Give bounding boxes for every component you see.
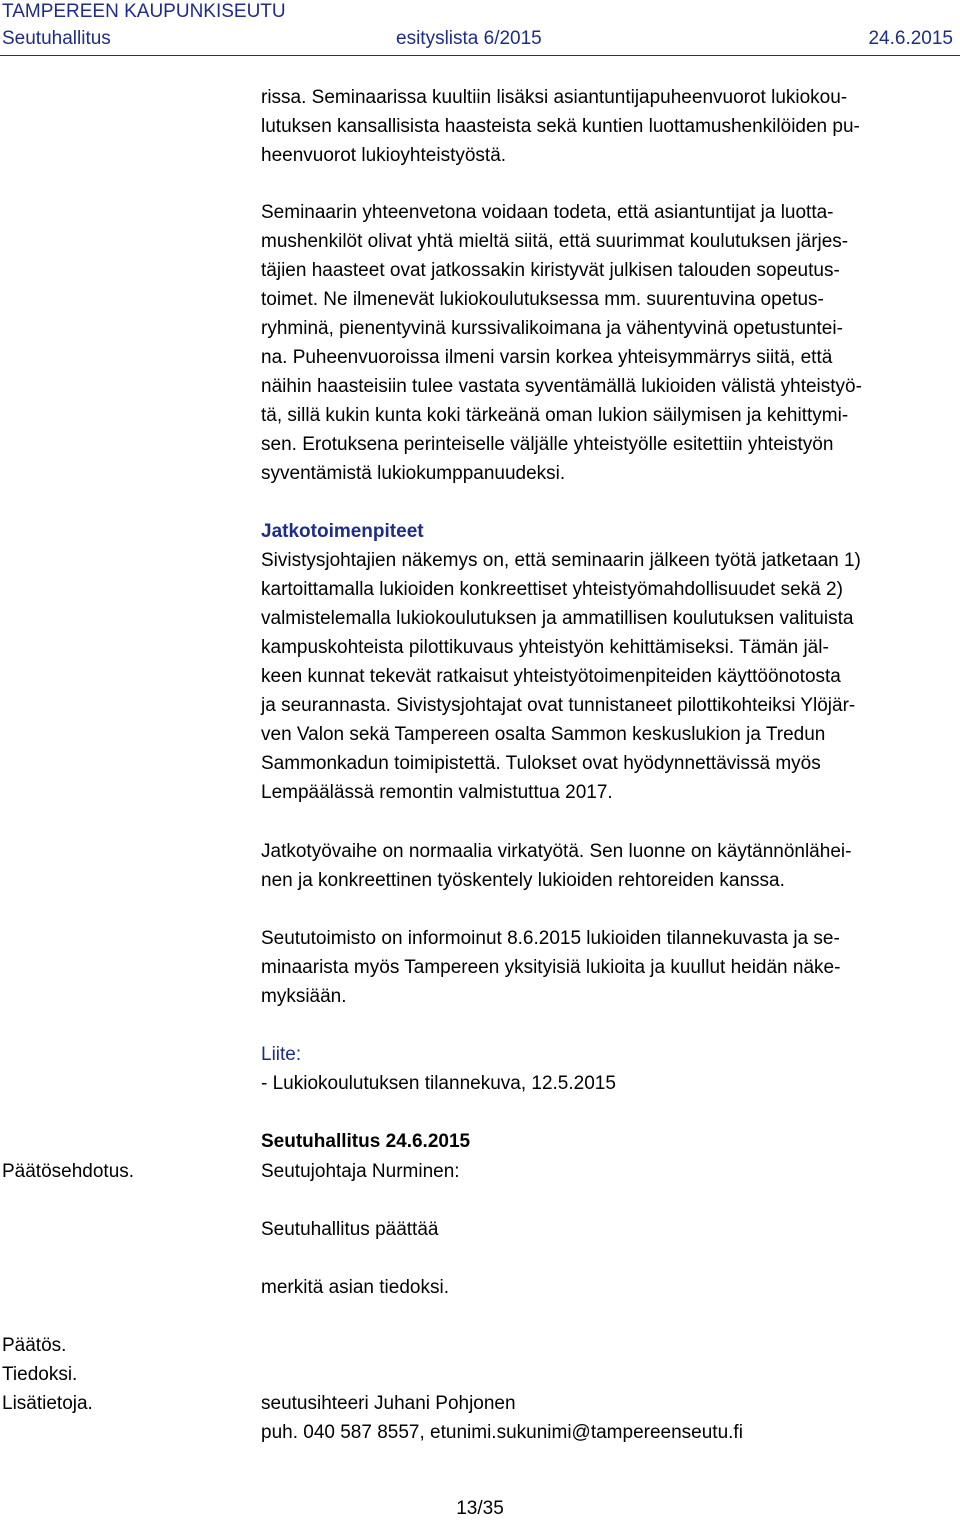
proposal-label: Päätösehdotus. [2,1161,135,1182]
decision-label: Päätös. [2,1335,67,1356]
page-number: 13/35 [456,1498,504,1519]
presenter: Seutujohtaja Nurminen: [261,1161,460,1182]
proposal-line-2: merkitä asian tiedoksi. [261,1277,449,1298]
info-label: Tiedoksi. [2,1364,78,1385]
paragraph-2: Seminaarin yhteenvetona voidaan todeta, että asiantuntijat ja luotta- mushenkilöt olivat yhtä mieltä siitä, että suurimmat koulutuksen järjes- täjien haasteet ovat jatkossakin kiristyvät julkisen talouden sopeutus- toimet. Ne ilmenevät lukiokoulutuksessa mm. suurentuvina opetus- ryhminä, pienentyvinä kurssivalikoimana ja vähentyvinä opetustuntei- na. Puheenvuoroissa ilmeni varsin korkea yhteisymmärrys siitä, että näihin haasteisiin tulee vastata syventämällä lukioiden välistä yhteistyö- tä, sillä kukin kunta koki tärkeänä oman lukion säilymisen ja kehittymi- sen. Erotuksena perinteiselle väljälle yhteistyölle esitettiin yhteistyön syventämistä lukiokumppanuudeksi. [261,202,862,484]
meeting-title: Seutuhallitus 24.6.2015 [261,1131,471,1152]
paragraph-5: Seututoimisto on informoinut 8.6.2015 lukioiden tilannekuvasta ja se- minaarista myös Tampereen yksityisiä lukioita ja kuullut heidän näke- myksiään. [261,928,841,1007]
paragraph-3: Sivistysjohtajien näkemys on, että seminaarin jälkeen työtä jatketaan 1) kartoittamalla lukioiden konkreettiset yhteistyömahdollisuudet sekä 2) valmistelemalla lukiokoulutuksen ja ammatillisen koulutuksen valituista kampuskohteista pilottikuvaus yhteistyön kehittämiseksi. Tämän jäl- keen kunnat tekevät ratkaisut yhteistyötoimenpiteiden käyttöönotosta ja seurannasta. Sivistysjohtajat ovat tunnistaneet pilottikohteiksi Ylöjär- ven Valon sekä Tampereen osalta Sammon keskuslukion ja Tredun Sammonkadun toimipistettä. Tulokset ovat hyödynnettävissä myös Lempäälässä remontin valmistuttua 2017. [261,550,861,803]
proposal-line-1: Seutuhallitus päättää [261,1219,439,1240]
header-rule [0,55,960,56]
contact-phone: puh. 040 587 8557, etunimi.sukunimi@tampereenseutu.fi [261,1422,743,1443]
more-info-label: Lisätietoja. [2,1393,93,1414]
header-date: 24.6.2015 [868,28,953,49]
attachment-item: - Lukiokoulutuksen tilannekuva, 12.5.2015 [261,1073,616,1094]
paragraph-1: rissa. Seminaarissa kuultiin lisäksi asiantuntijapuheenvuorot lukiokou- lutuksen kansallisista haasteista sekä kuntien luottamushenkilöiden pu- heenvuorot lukioyhteistyöstä. [261,87,860,166]
header-body: Seutuhallitus [2,28,111,49]
org-name: TAMPEREEN KAUPUNKISEUTU [2,1,286,22]
contact-name: seutusihteeri Juhani Pohjonen [261,1393,516,1414]
attachment-label: Liite: [261,1044,302,1065]
header-doc: esityslista 6/2015 [396,28,542,49]
section-title: Jatkotoimenpiteet [261,521,424,542]
paragraph-4: Jatkotyövaihe on normaalia virkatyötä. Sen luonne on käytännönlähei- nen ja konkreettinen työskentely lukioiden rehtoreiden kanssa. [261,841,852,891]
